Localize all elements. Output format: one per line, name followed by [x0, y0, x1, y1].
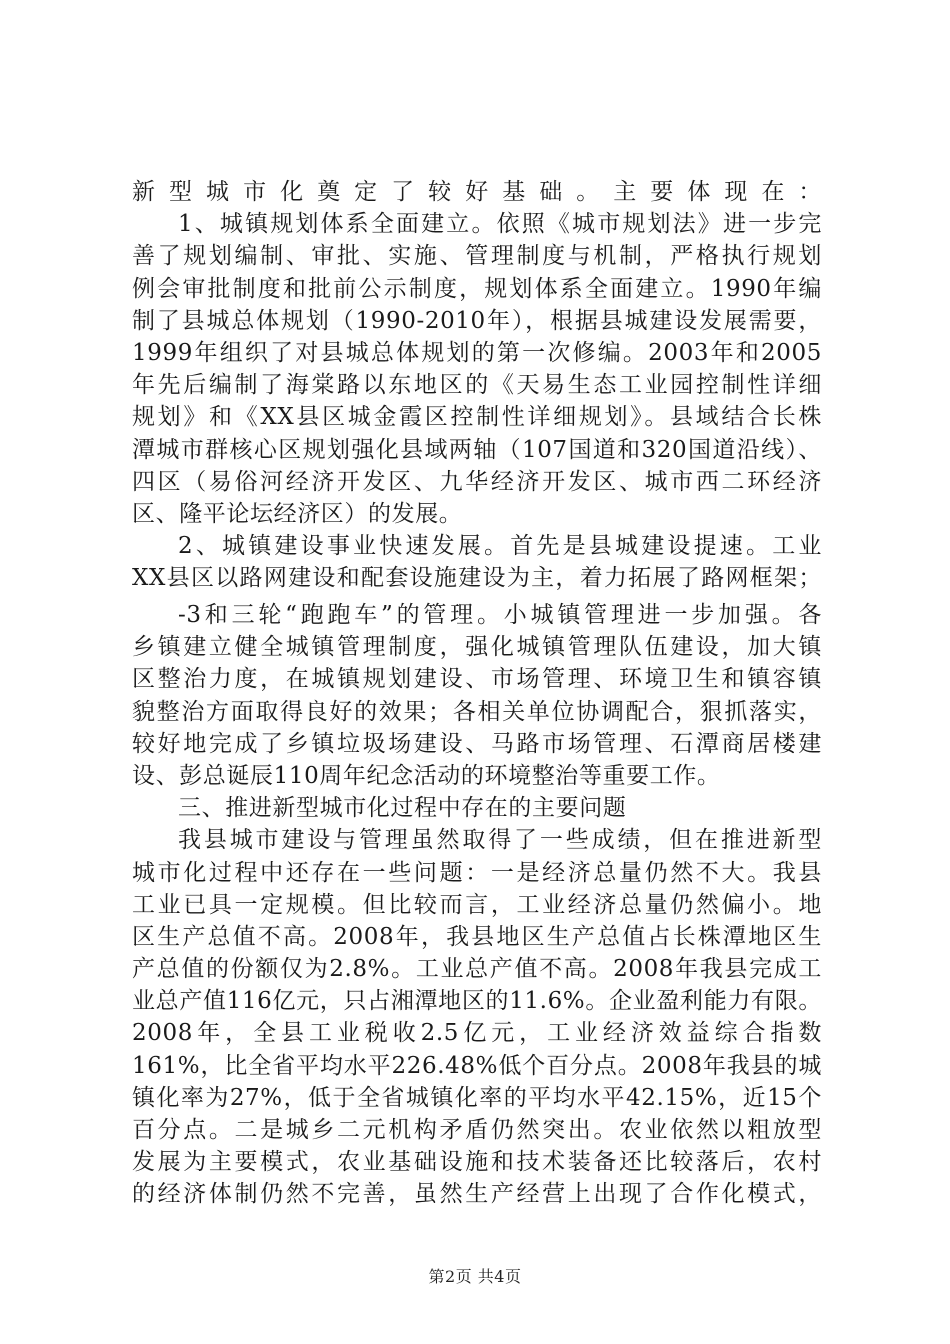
- paragraph-end-line: 设、彭总诞辰110周年纪念活动的环境整治等重要工作。: [132, 762, 721, 789]
- text-line: 发展为主要模式，农业基础设施和技术装备还比较落后，农村: [132, 1149, 822, 1176]
- text-line: 2008年，全县工业税收2.5亿元，工业经济效益综合指数: [132, 1020, 822, 1047]
- text-line: 规划》和《XX县区城金霞区控制性详细规划》。县域结合长株: [132, 404, 822, 431]
- paragraph-start-line: 1、城镇规划体系全面建立。依照《城市规划法》进一步完: [178, 211, 822, 238]
- text-line: 制了县城总体规划（1990-2010年），根据县城建设发展需要，: [132, 307, 822, 334]
- text-line: 乡镇建立健全城镇管理制度，强化城镇管理队伍建设，加大镇: [132, 634, 822, 661]
- text-line: 区生产总值不高。2008年，我县地区生产总值占长株潭地区生: [132, 923, 822, 950]
- text-line: 年先后编制了海棠路以东地区的《天易生态工业园控制性详细: [132, 372, 822, 399]
- text-line: 城市化过程中还存在一些问题：一是经济总量仍然不大。我县: [132, 859, 822, 886]
- text-line: 貌整治方面取得良好的效果；各相关单位协调配合，狠抓落实，: [132, 698, 822, 725]
- text-line: 业总产值116亿元，只占湘潭地区的11.6%。企业盈利能力有限。: [132, 988, 822, 1015]
- text-line: 较好地完成了乡镇垃圾场建设、马路市场管理、石潭商居楼建: [132, 730, 822, 757]
- text-line: 百分点。二是城乡二元机构矛盾仍然突出。农业依然以粗放型: [132, 1117, 822, 1143]
- text-line: 的经济体制仍然不完善，虽然生产经营上出现了合作化模式，: [132, 1181, 822, 1208]
- paragraph-start-line: 2、城镇建设事业快速发展。首先是县城建设提速。工业: [178, 533, 822, 560]
- text-line: 161%，比全省平均水平226.48%低个百分点。2008年我县的城: [132, 1052, 822, 1079]
- paragraph-end-line: 区、隆平论坛经济区）的发展。: [132, 500, 463, 527]
- text-line: XX县区以路网建设和配套设施建设为主，着力拓展了路网框架；: [132, 565, 822, 592]
- paragraph-start-line: -3和三轮“跑跑车”的管理。小城镇管理进一步加强。各: [178, 602, 822, 628]
- text-block-upper: [132, 176, 822, 594]
- text-line: 1999年组织了对县城总体规划的第一次修编。2003年和2005: [132, 339, 822, 366]
- text-line: 新型城市化奠定了较好基础。主要体现在：: [132, 179, 822, 205]
- text-line: 例会审批制度和批前公示制度，规划体系全面建立。1990年编: [132, 275, 822, 302]
- text-line: 善了规划编制、审批、实施、管理制度与机制，严格执行规划: [132, 243, 822, 270]
- section-heading: 三、推进新型城市化过程中存在的主要问题: [178, 795, 627, 822]
- text-line: 镇化率为27%，低于全省城镇化率的平均水平42.15%，近15个: [132, 1084, 822, 1111]
- paragraph-start-line: 我县城市建设与管理虽然取得了一些成绩，但在推进新型: [178, 827, 822, 854]
- text-line: 区整治力度，在城镇规划建设、市场管理、环境卫生和镇容镇: [132, 666, 822, 693]
- text-line: 工业已具一定规模。但比较而言，工业经济总量仍然偏小。地: [132, 891, 822, 918]
- text-line: 产总值的份额仅为2.8%。工业总产值不高。2008年我县完成工: [132, 956, 822, 983]
- text-line: 四区（易俗河经济开发区、九华经济开发区、城市西二环经济: [132, 468, 822, 495]
- page-number-footer: 第2页 共4页: [428, 1267, 522, 1286]
- text-block-lower: [132, 599, 822, 1211]
- text-line: 潭城市群核心区规划强化县域两轴（107国道和320国道沿线）、: [132, 436, 822, 463]
